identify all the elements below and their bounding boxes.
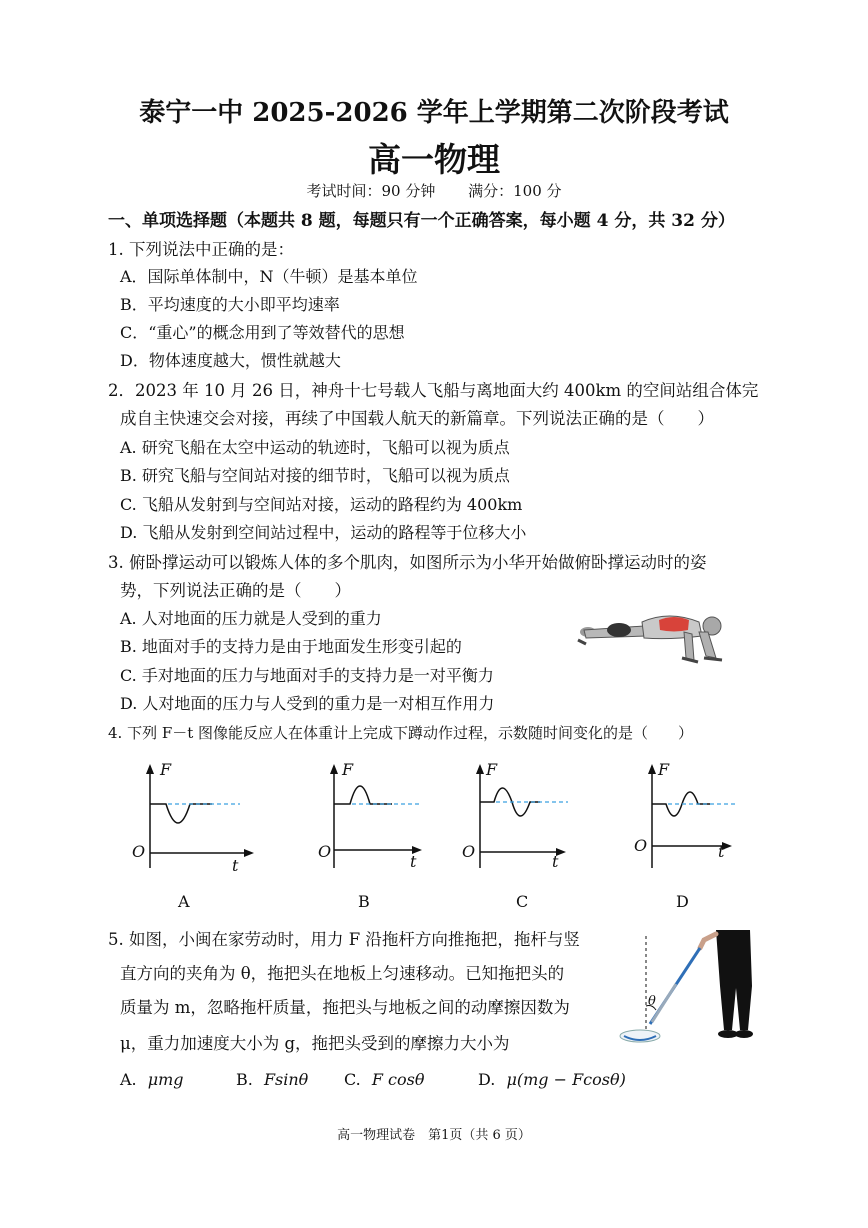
graph-c-origin: O bbox=[462, 842, 476, 861]
q3-option-d: D. 人对地面的压力与人受到的重力是一对相互作用力 bbox=[120, 694, 495, 713]
q1-option-d: D．物体速度越大，惯性就越大 bbox=[120, 351, 341, 370]
page-footer: 高一物理试卷 第1页（共 6 页） bbox=[337, 1128, 531, 1143]
q5-option-a-expr: μmg bbox=[147, 1070, 184, 1089]
graph-c bbox=[458, 758, 588, 878]
graph-d-origin: O bbox=[634, 836, 648, 855]
q5-option-d-expr: μ(mg − Fcosθ) bbox=[506, 1070, 626, 1089]
graph-d-label: D bbox=[676, 892, 689, 911]
q5-line4: μ，重力加速度大小为 g，拖把头受到的摩擦力大小为 bbox=[120, 1034, 510, 1053]
q4-stem: 4. 下列 F－t 图像能反应人在体重计上完成下蹲动作过程，示数随时间变化的是（ ） bbox=[108, 724, 694, 742]
section-heading: 一、单项选择题（本题共 8 题，每题只有一个正确答案，每小题 4 分，共 32 分） bbox=[108, 211, 735, 231]
q1-option-c: C．“重心”的概念用到了等效替代的思想 bbox=[120, 323, 405, 342]
q2-option-c: C. 飞船从发射到与空间站对接，运动的路程约为 400km bbox=[120, 495, 523, 514]
graph-a bbox=[128, 758, 258, 878]
graph-b bbox=[312, 758, 442, 878]
pushup-figure bbox=[574, 600, 744, 670]
q5-line1: 5. 如图，小闽在家劳动时，用力 F 沿拖杆方向推拖把，拖杆与竖 bbox=[108, 930, 580, 949]
q5-option-c-expr: F cosθ bbox=[371, 1070, 425, 1089]
graph-b-label: B bbox=[358, 892, 370, 911]
q5-option-b-expr: Fsinθ bbox=[263, 1070, 309, 1089]
q5-option-c-letter: C. bbox=[344, 1070, 361, 1089]
exam-score: 满分：100 分 bbox=[468, 182, 562, 200]
q5-line2: 直方向的夹角为 θ，拖把头在地板上匀速移动。已知拖把头的 bbox=[120, 964, 565, 983]
q1-stem: 1. 下列说法中正确的是： bbox=[108, 240, 294, 259]
q5-option-a-letter: A. bbox=[120, 1070, 137, 1089]
q2-option-a: A. 研究飞船在太空中运动的轨迹时，飞船可以视为质点 bbox=[120, 438, 510, 457]
exam-title: 泰宁一中 2025-2026 学年上学期第二次阶段考试 bbox=[139, 98, 729, 128]
exam-meta bbox=[0, 180, 868, 201]
graph-c-label: C bbox=[516, 892, 529, 911]
graph-a-origin: O bbox=[132, 842, 146, 861]
q5-option-b bbox=[236, 1070, 308, 1089]
graph-d-axis-t: t bbox=[718, 842, 725, 861]
q5-option-c bbox=[344, 1070, 424, 1089]
exam-time: 考试时间：90 分钟 bbox=[306, 182, 436, 200]
graph-d bbox=[630, 758, 760, 878]
graph-a-axis-f: F bbox=[160, 760, 172, 779]
mop-figure bbox=[612, 926, 762, 1052]
subject-title: 高一物理 bbox=[368, 140, 500, 179]
q3-option-a: A. 人对地面的压力就是人受到的重力 bbox=[120, 609, 382, 628]
graph-a-label: A bbox=[178, 892, 190, 911]
q2-stem-line2: 成自主快速交会对接，再续了中国载人航天的新篇章。下列说法正确的是（ ） bbox=[120, 409, 714, 428]
q5-option-b-letter: B. bbox=[236, 1070, 253, 1089]
q3-option-c: C. 手对地面的压力与地面对手的支持力是一对平衡力 bbox=[120, 666, 494, 685]
graph-b-axis-f: F bbox=[342, 760, 354, 779]
q1-option-a: A．国际单体制中，N（牛顿）是基本单位 bbox=[120, 267, 418, 286]
q3-stem-line2: 势，下列说法正确的是（ ） bbox=[120, 581, 351, 600]
q3-option-b: B. 地面对手的支持力是由于地面发生形变引起的 bbox=[120, 637, 462, 656]
graph-b-origin: O bbox=[318, 842, 332, 861]
q5-theta-label: θ bbox=[648, 994, 656, 1009]
q5-option-d-letter: D. bbox=[478, 1070, 496, 1089]
q5-option-a bbox=[120, 1070, 184, 1089]
q2-option-d: D. 飞船从发射到空间站过程中，运动的路程等于位移大小 bbox=[120, 523, 527, 542]
graph-c-axis-f: F bbox=[486, 760, 498, 779]
q5-option-d bbox=[478, 1070, 626, 1089]
graph-a-axis-t: t bbox=[232, 856, 239, 875]
q2-option-b: B. 研究飞船与空间站对接的细节时，飞船可以视为质点 bbox=[120, 466, 510, 485]
graph-b-axis-t: t bbox=[410, 852, 417, 871]
graph-c-axis-t: t bbox=[552, 852, 559, 871]
q1-option-b: B．平均速度的大小即平均速率 bbox=[120, 295, 340, 314]
q2-stem-line1: 2．2023 年 10 月 26 日，神舟十七号载人飞船与离地面大约 400km 的空间站组合体完 bbox=[108, 381, 759, 400]
q5-line3: 质量为 m，忽略拖杆质量，拖把头与地板之间的动摩擦因数为 bbox=[120, 998, 570, 1017]
graph-d-axis-f: F bbox=[658, 760, 670, 779]
q3-stem-line1: 3. 俯卧撑运动可以锻炼人体的多个肌肉，如图所示为小华开始做俯卧撑运动时的姿 bbox=[108, 553, 707, 572]
